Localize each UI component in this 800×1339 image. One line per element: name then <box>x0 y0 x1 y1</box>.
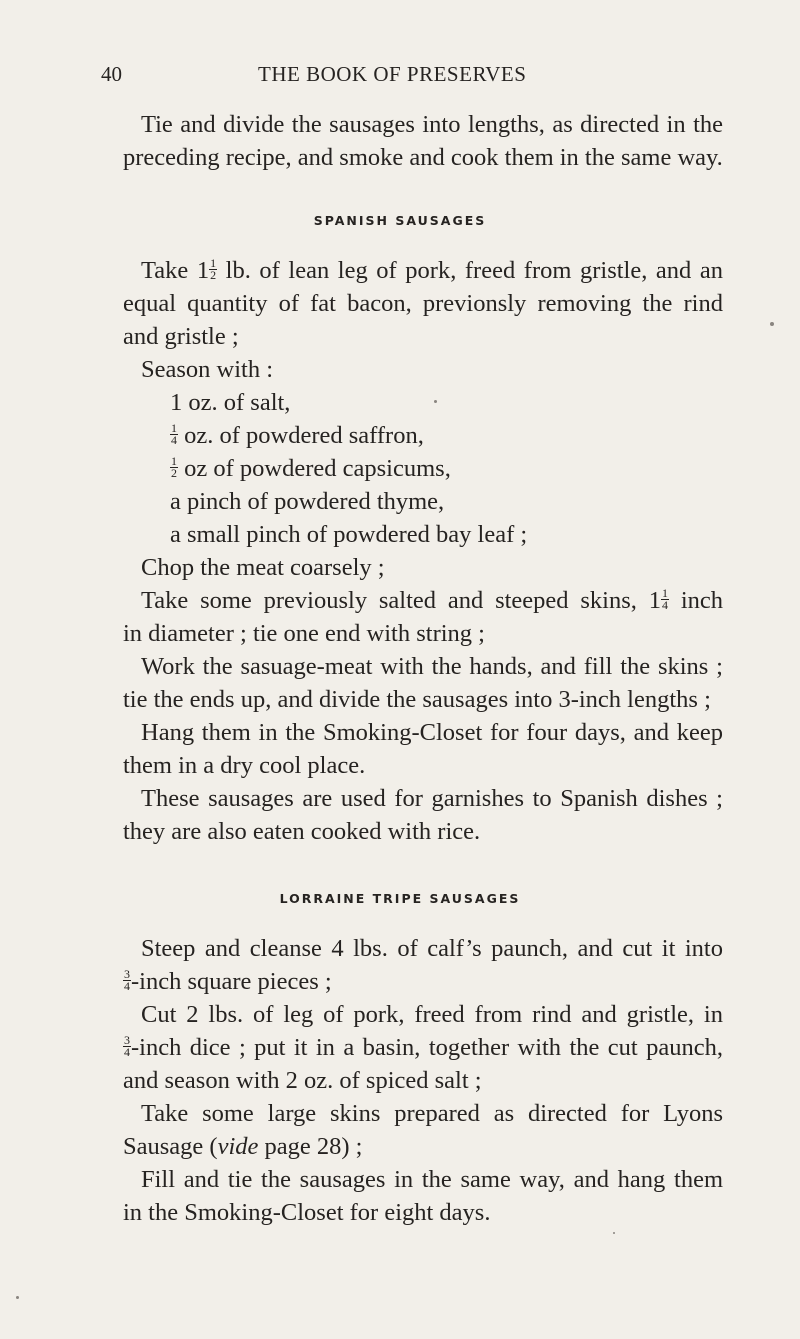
text-fragment: -inch square pieces ; <box>131 968 332 995</box>
text-line: in the Smoking-Closet for eight days. <box>123 1199 491 1226</box>
text-line <box>123 1031 723 1064</box>
fraction-numerator: 3 <box>124 1032 130 1047</box>
ingredient-line: a pinch of powdered thyme, <box>170 488 445 515</box>
fraction-numerator: 3 <box>124 966 130 981</box>
text-line: Steep and cleanse 4 lbs. of calf’s paunch, and cut it into <box>141 935 723 962</box>
text-line: Chop the meat coarsely ; <box>141 554 385 581</box>
fraction <box>123 1032 131 1059</box>
text-line: Take some large skins prepared as directed for Lyons <box>141 1100 723 1127</box>
running-head <box>0 62 800 92</box>
text-fragment: oz of powdered capsicums, <box>178 455 451 482</box>
fraction-numerator: 1 <box>171 453 177 468</box>
section-heading-lorraine: LORRAINE TRIPE SAUSAGES <box>279 891 521 906</box>
fraction <box>170 420 178 447</box>
text-line: Work the sasuage-meat with the hands, and fill the skins ; <box>141 653 723 680</box>
text-line <box>123 1130 723 1163</box>
text-fragment: page 28) ; <box>258 1133 363 1160</box>
text-line: Season with : <box>141 356 274 383</box>
fraction <box>661 585 669 612</box>
fraction-denominator: 2 <box>210 267 217 282</box>
fraction-denominator: 4 <box>124 1044 130 1059</box>
fraction <box>209 255 217 282</box>
text-line: preceding recipe, and smoke and cook them in the same way. <box>123 144 723 171</box>
text-line: them in a dry cool place. <box>123 752 366 779</box>
fraction-numerator: 1 <box>210 255 217 270</box>
paper-speck <box>16 1296 19 1299</box>
text-line <box>123 254 723 287</box>
paper-speck <box>770 322 774 326</box>
text-line: in diameter ; tie one end with string ; <box>123 620 485 647</box>
book-title: THE BOOK OF PRESERVES <box>258 62 527 86</box>
text-line <box>123 965 723 998</box>
text-line: equal quantity of fat bacon, previonsly removing the rind <box>123 290 723 317</box>
text-fragment: Sausage ( <box>123 1133 218 1160</box>
fraction <box>170 453 178 480</box>
paper-speck <box>613 1232 615 1234</box>
text-fragment: Take 1 <box>141 257 210 284</box>
ingredient-line <box>123 419 723 452</box>
text-line: they are also eaten cooked with rice. <box>123 818 481 845</box>
fraction <box>123 966 131 993</box>
fraction-denominator: 2 <box>171 465 177 480</box>
section-heading-spanish: SPANISH SAUSAGES <box>313 213 487 228</box>
text-line <box>123 584 723 617</box>
intro-paragraph <box>123 108 723 174</box>
spanish-recipe <box>123 254 723 848</box>
ingredient-line <box>123 452 723 485</box>
lorraine-recipe <box>123 932 723 1229</box>
text-line: Fill and tie the sausages in the same way, and hang them <box>141 1166 723 1193</box>
ingredient-line: 1 oz. of salt, <box>170 389 291 416</box>
text-line: and season with 2 oz. of spiced salt ; <box>123 1067 482 1094</box>
text-fragment: oz. of powdered saffron, <box>178 422 424 449</box>
fraction-denominator: 4 <box>661 597 668 612</box>
ingredient-line: a small pinch of powdered bay leaf ; <box>170 521 528 548</box>
text-line: Tie and divide the sausages into lengths, as directed in the <box>141 111 723 138</box>
fraction-denominator: 4 <box>124 978 130 993</box>
text-fragment: inch <box>668 587 723 614</box>
text-fragment: Take some previously salted and steeped skins, 1 <box>141 587 661 614</box>
page-number: 40 <box>101 62 122 86</box>
text-line: Cut 2 lbs. of leg of pork, freed from rind and gristle, in <box>141 1001 723 1028</box>
text-line: Hang them in the Smoking-Closet for four days, and keep <box>141 719 723 746</box>
paper-speck <box>434 400 437 403</box>
text-fragment: -inch dice ; put it in a basin, together with the cut paunch, <box>131 1034 723 1061</box>
text-fragment: lb. of lean leg of pork, freed from gristle, and an <box>217 257 723 284</box>
italic-fragment: vide <box>217 1133 259 1160</box>
text-line: and gristle ; <box>123 323 239 350</box>
fraction-numerator: 1 <box>661 585 668 600</box>
text-line: These sausages are used for garnishes to Spanish dishes ; <box>141 785 723 812</box>
fraction-numerator: 1 <box>171 420 177 435</box>
fraction-denominator: 4 <box>171 432 177 447</box>
text-line: tie the ends up, and divide the sausages into 3-inch lengths ; <box>123 686 711 713</box>
